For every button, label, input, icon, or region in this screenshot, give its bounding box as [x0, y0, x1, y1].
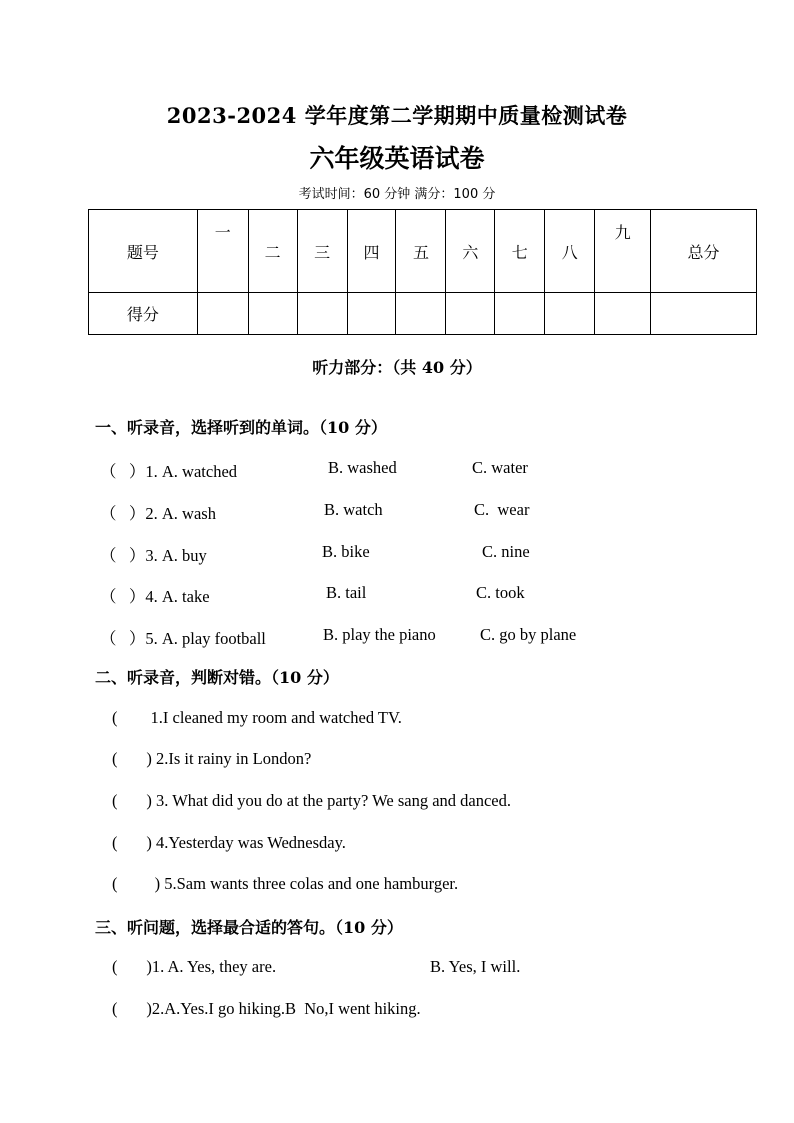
s1-q3-option-c: C. nine	[482, 542, 530, 561]
s1-q5-option-b: B. play the piano	[323, 625, 436, 644]
header-cell-5: 五	[396, 210, 446, 293]
s1-q2-option-a: （ ）2. A. wash	[100, 504, 216, 523]
score-cell[interactable]	[248, 293, 297, 335]
s1-q5-option-c: C. go by plane	[480, 625, 577, 644]
s1-q4-option-a: （ ）4. A. take	[100, 587, 210, 606]
s2-item-3: ( ) 3. What did you do at the party? We sang and danced.	[112, 791, 511, 810]
score-row-label: 得分	[89, 293, 198, 335]
header-cell-6: 六	[446, 210, 495, 293]
score-cell[interactable]	[495, 293, 545, 335]
section1-heading: 一、听录音，选择听到的单词。（10 分）	[95, 418, 387, 437]
s1-q1-option-b: B. washed	[328, 458, 397, 477]
header-cell-3: 三	[297, 210, 347, 293]
score-table	[88, 209, 757, 335]
s2-item-4: ( ) 4.Yesterday was Wednesday.	[112, 833, 346, 852]
s1-q1-option-a: （ ）1. A. watched	[100, 462, 238, 481]
s3-item-2: ( )2.A.Yes.I go hiking.B No,I went hiking.	[112, 999, 421, 1018]
section2-heading: 二、听录音，判断对错。（10 分）	[95, 668, 339, 687]
s3-item-1-option-a: ( )1. A. Yes, they are.	[112, 957, 277, 976]
s1-q4-option-b: B. tail	[326, 583, 367, 602]
exam-subtitle: 六年级英语试卷	[309, 144, 485, 173]
s1-q5-option-a: （ ）5. A. play football	[100, 629, 266, 648]
s2-item-2: ( ) 2.Is it rainy in London?	[112, 749, 312, 768]
listening-heading: 听力部分：（共 40 分）	[312, 358, 482, 377]
score-cell[interactable]	[347, 293, 396, 335]
s1-q3-option-a: （ ）3. A. buy	[100, 546, 207, 565]
s1-q2-option-b: B. watch	[324, 500, 383, 519]
exam-title: 2023-2024 学年度第二学期期中质量检测试卷	[166, 103, 628, 128]
score-table-header-row	[89, 210, 757, 293]
score-cell[interactable]	[545, 293, 595, 335]
s1-q4-option-c: C. took	[476, 583, 525, 602]
s1-q3-option-b: B. bike	[322, 542, 370, 561]
section3-heading: 三、听问题，选择最合适的答句。（10 分）	[95, 918, 403, 937]
header-cell-4: 四	[347, 210, 396, 293]
score-cell[interactable]	[297, 293, 347, 335]
s3-item-1-option-b: B. Yes, I will.	[430, 957, 521, 976]
score-cell[interactable]	[396, 293, 446, 335]
header-cell-1: 一	[197, 210, 248, 293]
score-cell[interactable]	[595, 293, 651, 335]
s2-item-5: ( ) 5.Sam wants three colas and one hamburger.	[112, 874, 459, 893]
score-cell[interactable]	[197, 293, 248, 335]
header-cell-7: 七	[495, 210, 545, 293]
s2-item-1: ( 1.I cleaned my room and watched TV.	[112, 708, 402, 727]
score-table-score-row	[89, 293, 757, 335]
score-cell-total[interactable]	[651, 293, 757, 335]
score-cell[interactable]	[446, 293, 495, 335]
header-cell-9: 九	[595, 210, 651, 293]
s1-q2-option-c: C. wear	[474, 500, 530, 519]
s1-q1-option-c: C. water	[472, 458, 528, 477]
header-cell-total: 总分	[651, 210, 757, 293]
header-cell-8: 八	[545, 210, 595, 293]
header-cell-label: 题号	[89, 210, 198, 293]
exam-info: 考试时间：60 分钟 满分：100 分	[298, 187, 496, 202]
header-cell-2: 二	[248, 210, 297, 293]
